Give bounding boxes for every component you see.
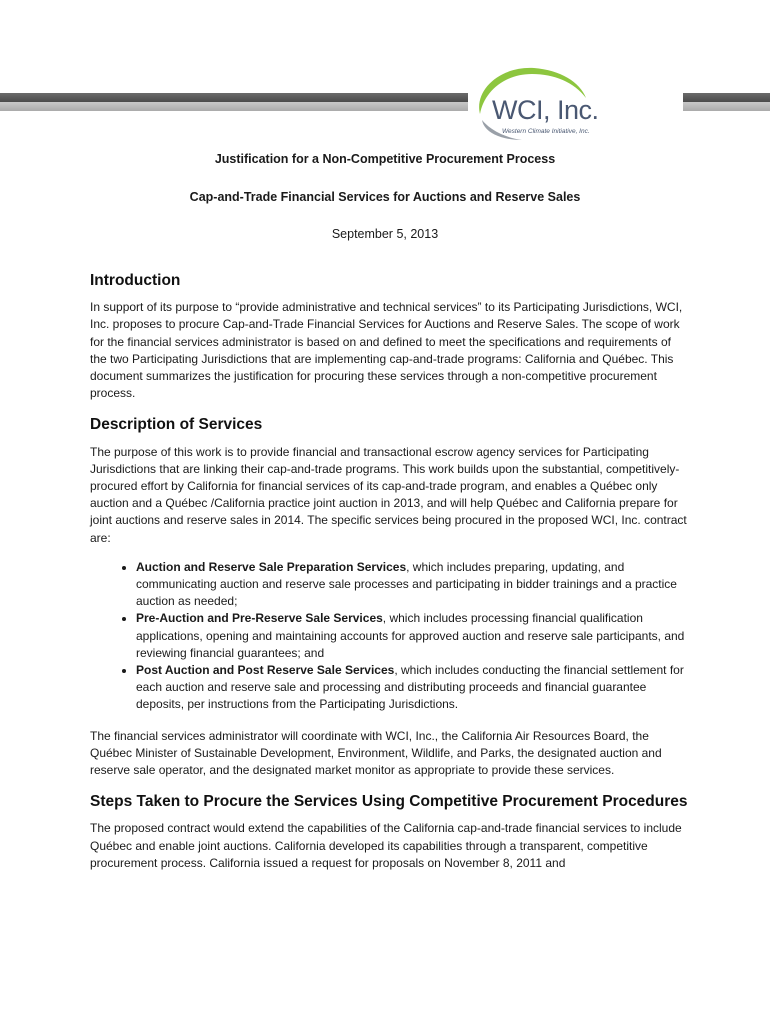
services-heading: Description of Services — [90, 416, 263, 434]
steps-paragraph: The proposed contract would extend the capabilities of the California cap-and-trade financial services to include Québec and enable joint auctions. California developed its capabilities through a transparent, competitive procurement process. California issued a request for proposals on November 8, 2011 and — [90, 821, 682, 870]
list-item — [136, 662, 690, 714]
list-item-text: , which includes preparing, updating, and communicating auction and reserve sale processes and participating in bidder trainings and a practice auction as needed; — [136, 559, 677, 609]
list-item — [136, 559, 690, 611]
services-list — [90, 559, 690, 714]
list-item-title: Auction and Reserve Sale Preparation Services — [136, 559, 407, 574]
list-item-title: Post Auction and Post Reserve Sale Services — [136, 663, 395, 678]
list-item-text: , which includes processing financial qualification applications, opening and maintaining accounts for approved auction and reserve sale participants, and reviewing financial guarantees; and — [136, 611, 685, 660]
list-item-title: Pre-Auction and Pre-Reserve Sale Services — [136, 611, 383, 626]
header-band — [0, 93, 770, 111]
list-item-text: , which includes conducting the financial settlement for each auction and reserve sale and processing and distributing proceeds and financial guarantee deposits, per instructions from the Participating Jurisdictions. — [136, 663, 684, 712]
services-closing-paragraph: The financial services administrator will coordinate with WCI, Inc., the California Air Resources Board, the Québec Minister of Sustainable Development, Environment, Wildlife, and Parks, the designated auction and reserve sale operator, and the designated market monitor as appropriate to provide these services. — [90, 728, 662, 778]
intro-paragraph: In support of its purpose to “provide administrative and technical services” to its Participating Jurisdictions, WCI, Inc. proposes to procure Cap-and-Trade Financial Services for Auctions and Reserve Sales. The scope of work for the financial services administrator is based on and defined to meet the specifications and requirements of the two Participating Jurisdictions that are implementing cap-and-trade programs: California and Québec. This document summarizes the justification for procuring these services through a non-competitive procurement process. — [90, 300, 683, 401]
list-item — [136, 610, 690, 662]
header-bar-right — [683, 93, 770, 111]
document-title: Justification for a Non-Competitive Procurement Process — [214, 152, 556, 166]
intro-heading: Introduction — [90, 272, 181, 289]
document-body — [90, 272, 690, 884]
document-subtitle: Cap-and-Trade Financial Services for Auctions and Reserve Sales — [189, 190, 581, 204]
wci-logo — [470, 62, 600, 142]
logo-name: WCI, Inc. — [492, 95, 599, 125]
services-paragraph: The purpose of this work is to provide financial and transactional escrow agency services for Participating Jurisdictions that are linking their cap-and-trade programs. This work builds upon the substantial, competitively-procured effort by California for financial services of its cap-and-trade program, and enables a Québec only auction and a Québec /California practice joint auction in 2013, and will help Québec and California prepare for joint auctions and reserve sales in 2014. The specific services being procured in the proposed WCI, Inc. contract are: — [90, 444, 687, 545]
steps-heading: Steps Taken to Procure the Services Using Competitive Procurement Procedures — [90, 793, 688, 811]
logo-subtitle: Western Climate Initiative, Inc. — [502, 128, 590, 135]
document-date: September 5, 2013 — [331, 227, 439, 241]
header-bar-left — [0, 93, 468, 111]
